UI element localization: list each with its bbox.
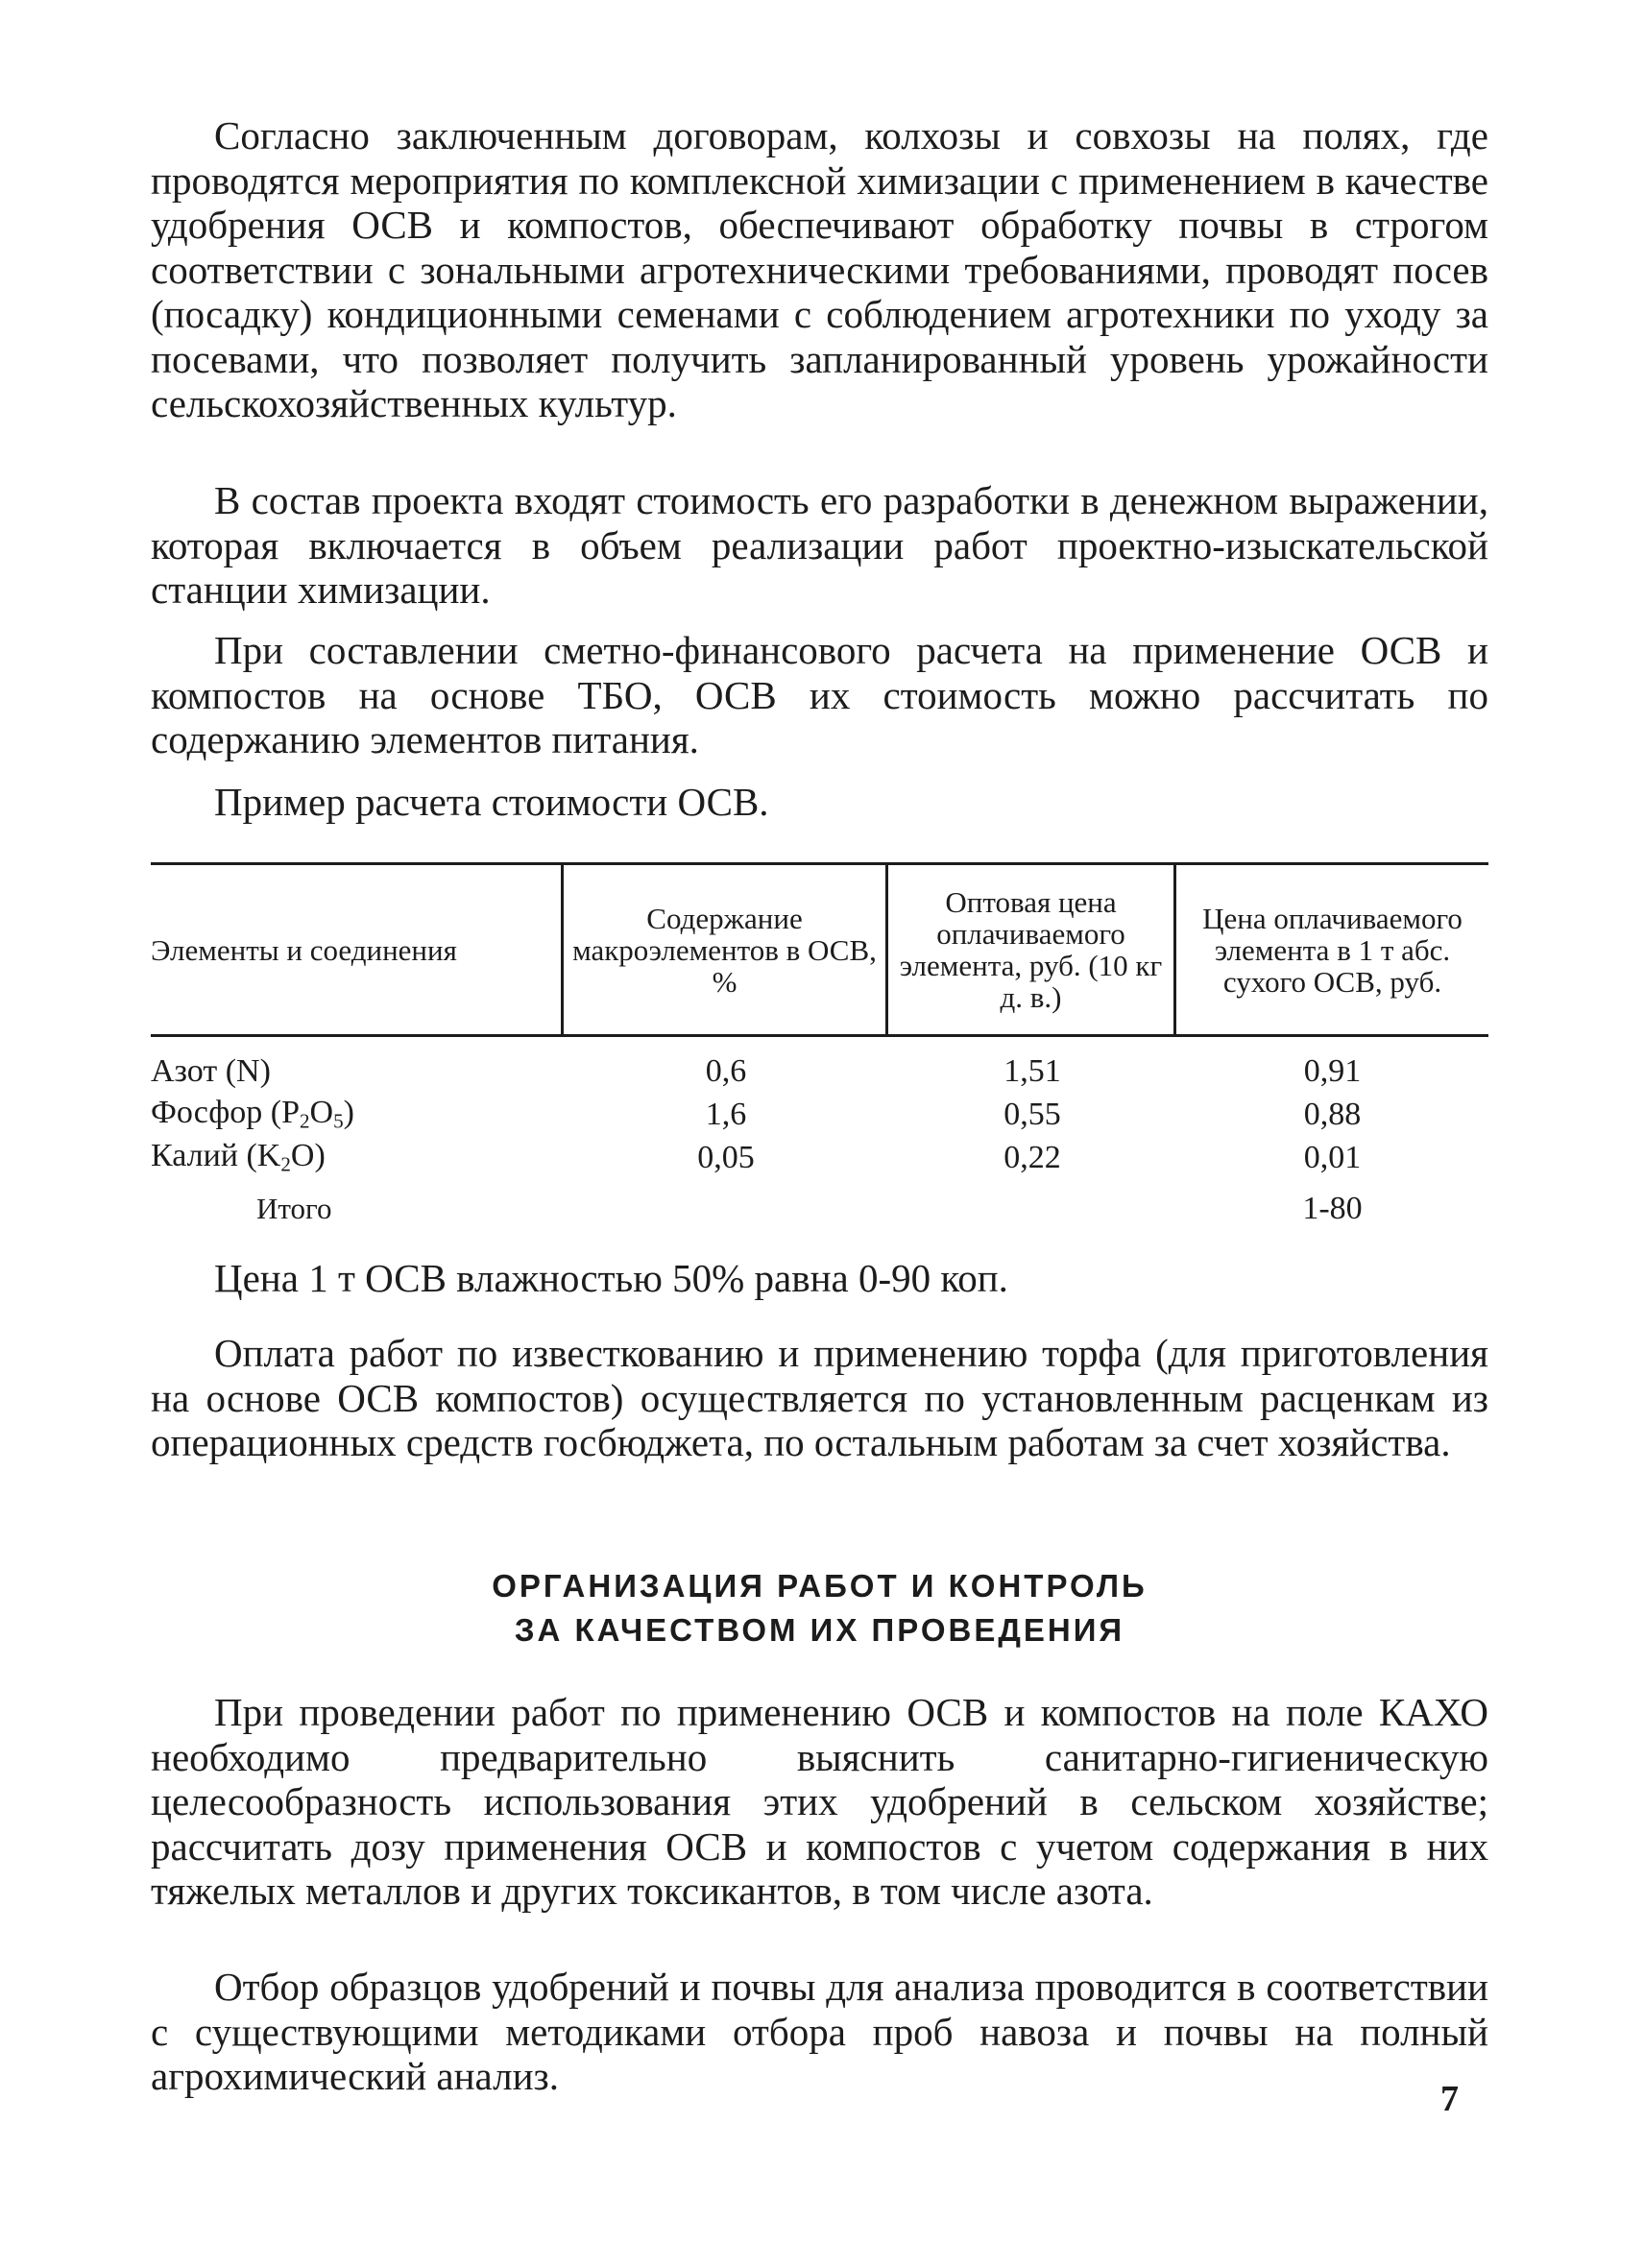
paragraph-1	[151, 113, 1488, 426]
paragraph-2	[151, 478, 1488, 613]
paragraph-5	[151, 1256, 1488, 1301]
row-element-prefix: Калий (K	[151, 1138, 281, 1174]
row-price: 0,22	[1003, 1139, 1061, 1175]
table-header	[151, 865, 1488, 1037]
table-caption: Пример расчета стоимости ОСВ.	[214, 780, 769, 824]
row-element: Азот (N)	[151, 1052, 271, 1089]
header-elements: Элементы и соединения	[151, 865, 564, 1034]
row-content: 1,6	[705, 1096, 747, 1132]
row-cost: 0,91	[1303, 1052, 1362, 1089]
row-price: 0,55	[1003, 1096, 1061, 1132]
paragraph-3-text: При составлении сметно-финансового расчета на применение ОСВ и компостов на основе ТБО, ОСВ их стоимость можно рассчитать по содержанию элементов питания.	[151, 628, 1488, 761]
paragraph-8-text: Отбор образцов удобрений и почвы для анализа проводится в соответствии с существующими методиками отбора проб навоза и почвы на полный агрохимический анализ.	[151, 1965, 1488, 2098]
header-content: Содержание макроэлементов в ОСВ, %	[564, 865, 888, 1034]
table-total-row	[151, 1187, 1488, 1230]
cost-table	[151, 862, 1488, 1230]
row-cost: 0,01	[1303, 1139, 1362, 1175]
row-element-subscript: 2	[280, 1152, 291, 1176]
paragraph-2-text: В состав проекта входят стоимость его разработки в денежном выражении, которая включается в объем реализации работ проектно-изыскательской станции химизации.	[151, 478, 1488, 612]
row-element-prefix: Фосфор (P	[151, 1095, 300, 1131]
paragraph-7-text: При проведении работ по применению ОСВ и компостов на поле КАХО необходимо предварительно выяснить санитарно-гигиеническую целесообразность использования этих удобрений в сельском хозяйстве; рассчитать дозу применения ОСВ и компостов с учетом содержания в них тяжелых металлов и других токсикантов, в том числе азота.	[151, 1690, 1488, 1913]
row-element-subscript: 2	[299, 1109, 310, 1133]
row-price: 1,51	[1003, 1052, 1061, 1089]
row-element-suffix: )	[343, 1095, 354, 1131]
header-wholesale-price: Оптовая цена оплачиваемого элемента, руб. (10 кг д. в.)	[888, 865, 1176, 1034]
row-content: 0,05	[697, 1139, 755, 1175]
section-heading-line-1: ОРГАНИЗАЦИЯ РАБОТ И КОНТРОЛЬ	[492, 1568, 1148, 1604]
row-element-subscript: 5	[333, 1109, 344, 1133]
row-element	[151, 1138, 564, 1176]
paragraph-6	[151, 1331, 1488, 1465]
table-row	[151, 1050, 1488, 1093]
page-number: 7	[1440, 2079, 1459, 2119]
total-label: Итого	[256, 1191, 332, 1225]
header-element-cost: Цена оплачиваемого элемента в 1 т абс. сухого ОСВ, руб.	[1202, 901, 1463, 999]
paragraph-6-text: Оплата работ по известкованию и применению торфа (для приготовления на основе ОСВ компостов) осуществляется по установленным расценкам из операционных средств госбюджета, по остальным работам за счет хозяйства.	[151, 1331, 1488, 1464]
paragraph-3	[151, 628, 1488, 762]
table-body	[151, 1037, 1488, 1230]
row-content: 0,6	[705, 1052, 747, 1089]
paragraph-4	[151, 780, 1488, 825]
paragraph-7	[151, 1690, 1488, 1914]
section-heading-line-2: ЗА КАЧЕСТВОМ ИХ ПРОВЕДЕНИЯ	[514, 1612, 1125, 1648]
row-element-mid: O	[309, 1095, 334, 1131]
row-element	[151, 1095, 564, 1133]
row-element-suffix: O)	[290, 1138, 326, 1174]
total-value: 1-80	[1302, 1190, 1363, 1226]
paragraph-8	[151, 1965, 1488, 2099]
row-cost: 0,88	[1303, 1096, 1362, 1132]
table-row	[151, 1093, 1488, 1136]
paragraph-5-text: Цена 1 т ОСВ влажностью 50% равна 0-90 коп.	[214, 1256, 1008, 1300]
table-row	[151, 1136, 1488, 1179]
paragraph-1-text: Согласно заключенным договорам, колхозы и совхозы на полях, где проводятся мероприятия по комплексной химизации с применением в качестве удобрения ОСВ и компостов, обеспечивают обработку почвы в строгом соответствии с зональными агротехническими требованиями, проводят посев (посадку) кондиционными семенами с соблюдением агротехники по уходу за посевами, что позволяет получить запланированный уровень урожайности сельскохозяйственных культур.	[151, 113, 1488, 425]
